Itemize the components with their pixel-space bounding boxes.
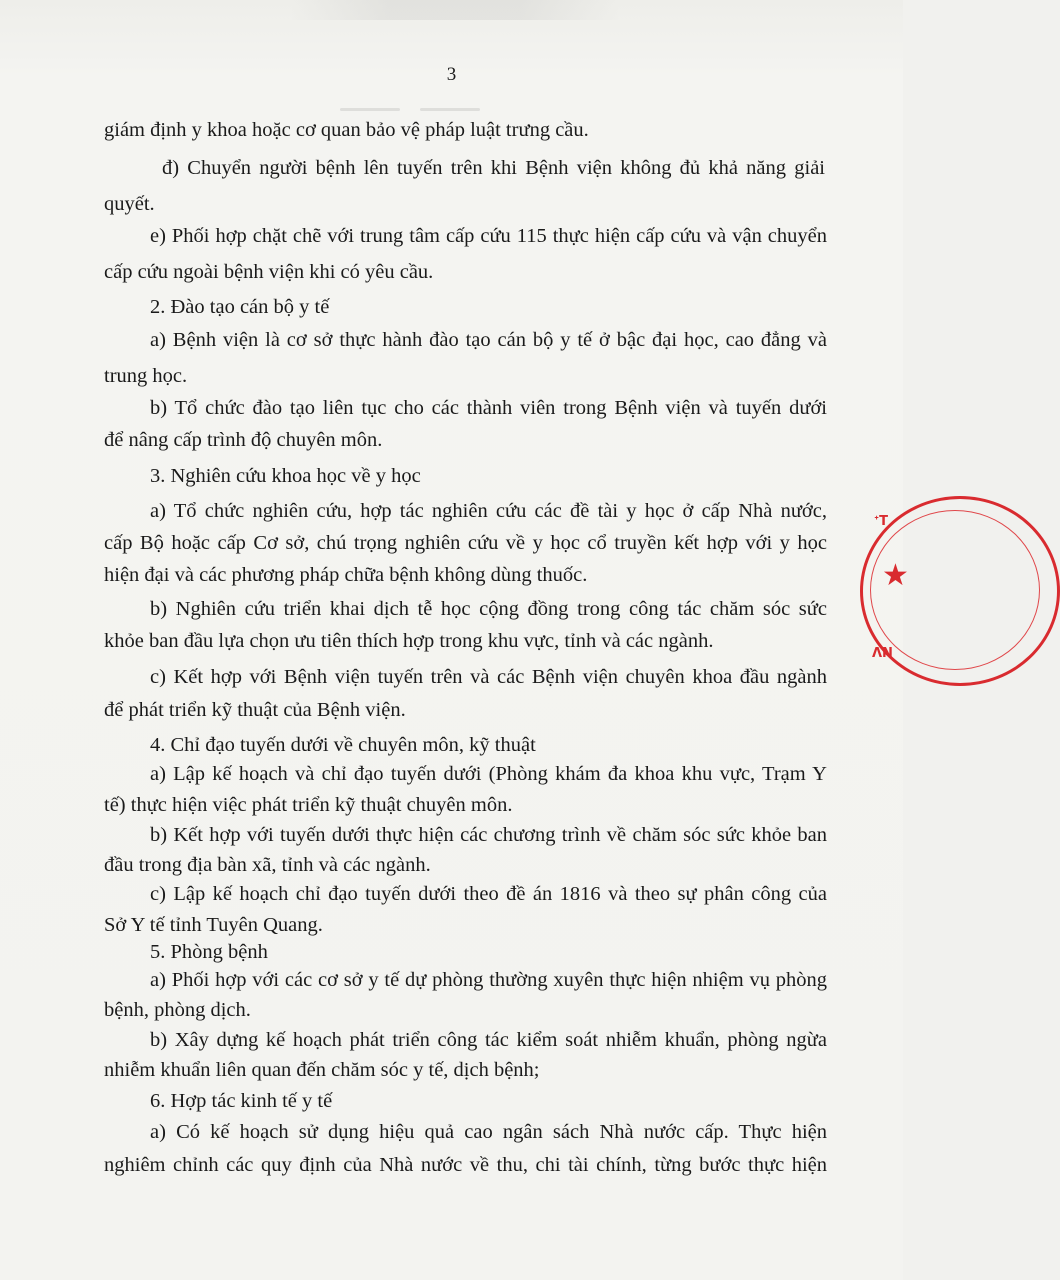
- body-line: b) Tổ chức đào tạo liên tục cho các thành viên trong Bệnh viện và tuyến dưới: [150, 397, 827, 419]
- section-heading: 6. Hợp tác kinh tế y tế: [150, 1090, 333, 1112]
- body-line: c) Lập kế hoạch chỉ đạo tuyến dưới theo đề án 1816 và theo sự phân công của: [150, 883, 827, 905]
- scan-mark: [420, 108, 480, 111]
- body-line: a) Lập kế hoạch và chỉ đạo tuyến dưới (Phòng khám đa khoa khu vực, Trạm Y: [150, 763, 827, 785]
- body-line: giám định y khoa hoặc cơ quan bảo vệ pháp luật trưng cầu.: [104, 119, 589, 141]
- body-line: hiện đại và các phương pháp chữa bệnh không dùng thuốc.: [104, 564, 588, 586]
- body-line: bệnh, phòng dịch.: [104, 999, 251, 1021]
- body-line: Sở Y tế tỉnh Tuyên Quang.: [104, 914, 323, 936]
- body-line: nhiễm khuẩn liên quan đến chăm sóc y tế, dịch bệnh;: [104, 1059, 540, 1081]
- body-line: nghiêm chỉnh các quy định của Nhà nước về thu, chi tài chính, từng bước thực hiện: [104, 1154, 827, 1176]
- body-line: quyết.: [104, 193, 155, 215]
- body-line: e) Phối hợp chặt chẽ với trung tâm cấp cứu 115 thực hiện cấp cứu và vận chuyển: [150, 225, 827, 247]
- section-heading: 3. Nghiên cứu khoa học về y học: [150, 465, 421, 487]
- star-icon: ★: [882, 558, 909, 593]
- scan-shadow: [290, 0, 620, 20]
- section-heading: 2. Đào tạo cán bộ y tế: [150, 296, 330, 318]
- body-line: để phát triển kỹ thuật của Bệnh viện.: [104, 699, 406, 721]
- body-line: đầu trong địa bàn xã, tỉnh và các ngành.: [104, 854, 431, 876]
- body-line: để nâng cấp trình độ chuyên môn.: [104, 429, 383, 451]
- stamp-glyph: ᐩT: [874, 514, 888, 529]
- scan-mark: [340, 108, 400, 111]
- body-line: a) Tổ chức nghiên cứu, hợp tác nghiên cứu các đề tài y học ở cấp Nhà nước,: [150, 500, 827, 522]
- body-line: b) Xây dựng kế hoạch phát triển công tác kiểm soát nhiễm khuẩn, phòng ngừa: [150, 1029, 827, 1051]
- body-line: a) Bệnh viện là cơ sở thực hành đào tạo cán bộ y tế ở bậc đại học, cao đẳng và: [150, 329, 827, 351]
- body-line: b) Nghiên cứu triển khai dịch tễ học cộng đồng trong công tác chăm sóc sức: [150, 598, 827, 620]
- section-heading: 4. Chỉ đạo tuyến dưới về chuyên môn, kỹ thuật: [150, 734, 536, 756]
- body-line: a) Có kế hoạch sử dụng hiệu quả cao ngân sách Nhà nước cấp. Thực hiện: [150, 1121, 827, 1143]
- body-line: b) Kết hợp với tuyến dưới thực hiện các chương trình về chăm sóc sức khỏe ban: [150, 824, 827, 846]
- red-seal-stamp: [860, 496, 909, 686]
- page-number: 3: [446, 64, 457, 85]
- body-line: c) Kết hợp với Bệnh viện tuyến trên và các Bệnh viện chuyên khoa đầu ngành: [150, 666, 827, 688]
- section-heading: 5. Phòng bệnh: [150, 941, 268, 963]
- body-line: a) Phối hợp với các cơ sở y tế dự phòng thường xuyên thực hiện nhiệm vụ phòng: [150, 969, 827, 991]
- body-line: trung học.: [104, 365, 188, 387]
- body-line: tế) thực hiện việc phát triển kỹ thuật chuyên môn.: [104, 794, 513, 816]
- body-line: cấp Bộ hoặc cấp Cơ sở, chú trọng nghiên cứu về y học cổ truyền kết hợp với y học: [104, 532, 827, 554]
- stamp-glyph: ᐱN: [872, 646, 893, 661]
- body-line: đ) Chuyển người bệnh lên tuyến trên khi Bệnh viện không đủ khả năng giải: [162, 157, 825, 179]
- body-line: khỏe ban đầu lựa chọn ưu tiên thích hợp trong khu vực, tỉnh và các ngành.: [104, 630, 714, 652]
- body-line: cấp cứu ngoài bệnh viện khi có yêu cầu.: [104, 261, 434, 283]
